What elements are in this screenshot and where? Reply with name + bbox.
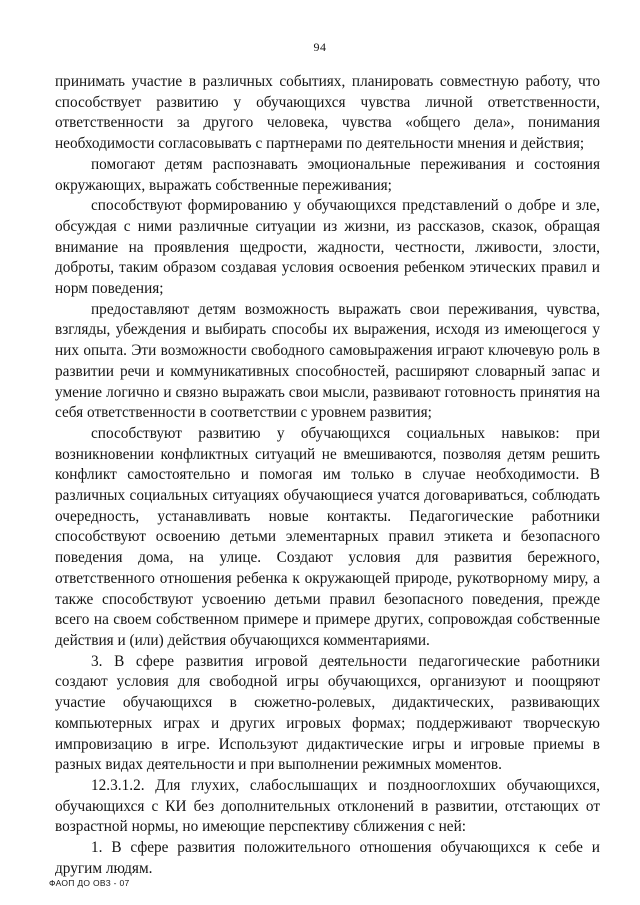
paragraph-5: способствуют развитию у обучающихся социальных навыков: при возникновении конфликтных ситуаций не вмешиваются, позволяя детям решить конфликт самостоятельно и помогая им только в случае необходимости. В различных социальных ситуациях обучающиеся учатся договариваться, соблюдать очередность, устанавливать новые контакты. Педагогические работники способствуют освоению детьми элементарных правил этикета и безопасного поведения дома, на улице. Создают условия для развития бережного, ответственного отношения ребенка к окружающей природе, рукотворному миру, а также способствуют усвоению детьми правил безопасного поведения, прежде всего на своем собственном примере и примере других, сопровождая собственные действия и (или) действия обучающихся комментариями. <box>55 424 600 649</box>
paragraph-3: способствуют формированию у обучающихся представлений о добре и зле, обсуждая с ними различные ситуации из жизни, из рассказов, сказок, обращая внимание на проявления щедрости, жадности, честности, лживости, злости, доброты, таким образом создавая условия освоения ребенком этических правил и норм поведения; <box>55 197 600 298</box>
paragraph-6: 3. В сфере развития игровой деятельности педагогические работники создают условия для свободной игры обучающихся, организуют и поощряют участие обучающихся в сюжетно-ролевых, дидактических, развивающих компьютерных играх и других игровых формах; поддерживают творческую импровизацию в игре. Используют дидактические игры и игровые приемы в разных видах деятельности и при выполнении режимных моментов. <box>55 652 600 774</box>
footer-document-code: ФАОП ДО ОВЗ - 07 <box>49 878 130 888</box>
paragraph-7: 12.3.1.2. Для глухих, слабослышащих и позднооглохших обучающихся, обучающихся с КИ без дополнительных отклонений в развитии, отстающих от возрастной нормы, но имеющие перспективу сближения с ней: <box>55 776 600 836</box>
page-number: 94 <box>313 40 327 54</box>
paragraph-4: предоставляют детям возможность выражать свои переживания, чувства, взгляды, убеждения и выбирать способы их выражения, исходя из имеющегося у них опыта. Эти возможности свободного самовыражения играют ключевую роль в развитии речи и коммуникативных способностей, расширяют словарный запас и умение логично и связно выражать свои мысли, развивают готовность принятия на себя ответственности в соответствии с уровнем развития; <box>55 300 600 422</box>
paragraph-8: 1. В сфере развития положительного отношения обучающихся к себе и другим людям. <box>55 839 600 877</box>
document-body <box>55 72 600 879</box>
paragraph-2: помогают детям распознавать эмоциональные переживания и состояния окружающих, выражать собственные переживания; <box>55 155 600 194</box>
paragraph-1: принимать участие в различных событиях, планировать совместную работу, что способствует развитию у обучающихся чувства личной ответственности, ответственности за другого человека, чувства «общего дела», понимания необходимости согласовывать с партнерами по деятельности мнения и действия; <box>55 73 600 153</box>
